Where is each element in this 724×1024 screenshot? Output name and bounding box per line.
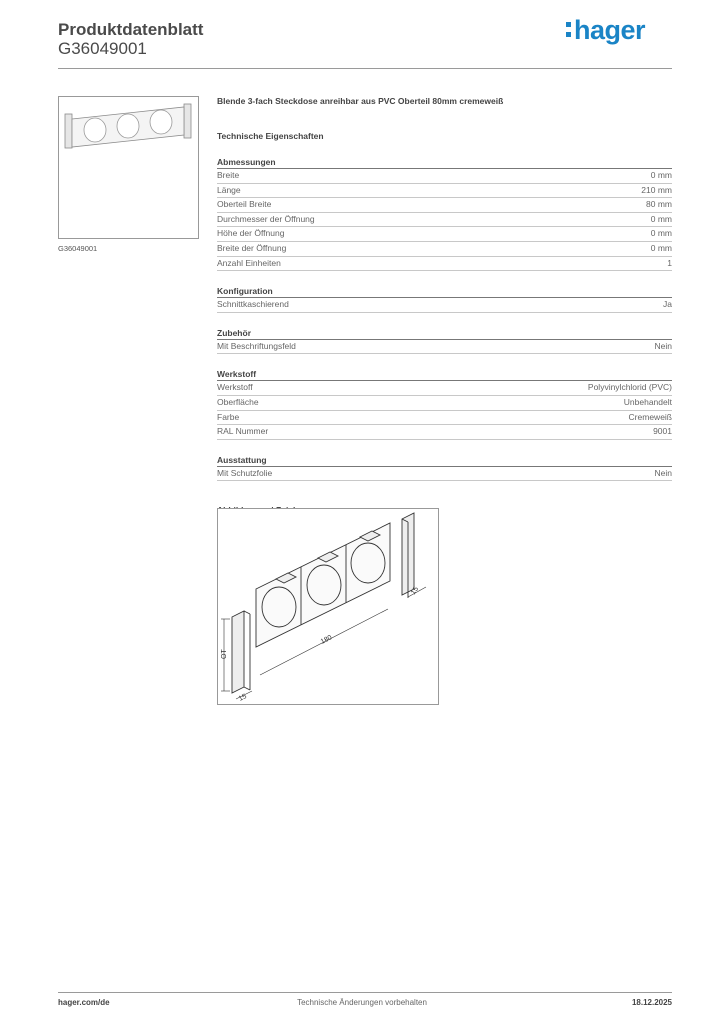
footer-website[interactable]: hager.com/de	[58, 998, 110, 1007]
dim-height-label: OT	[221, 649, 228, 659]
dim-end-right-label: 15	[409, 585, 421, 597]
footer-notice: Technische Änderungen vorbehalten	[297, 998, 427, 1007]
property-label: RAL Nummer	[217, 426, 269, 437]
property-value: 210 mm	[641, 184, 672, 195]
property-label: Oberteil Breite	[217, 199, 272, 210]
property-value: 0 mm	[650, 170, 672, 180]
dim-length-label: 180	[319, 634, 334, 646]
property-label: Breite der Öffnung	[217, 242, 287, 253]
property-value: Ja	[663, 299, 672, 310]
section-abmessungen	[217, 156, 672, 271]
photo-caption: G36049001	[58, 244, 98, 253]
product-photo	[58, 96, 199, 239]
property-row	[217, 227, 672, 242]
property-row	[217, 198, 672, 213]
header-divider	[58, 68, 672, 69]
property-row	[217, 340, 672, 355]
tech-properties-heading: Technische Eigenschaften	[217, 131, 324, 141]
product-details	[217, 95, 672, 516]
property-value: Cremeweiß	[628, 411, 672, 422]
section-konfiguration	[217, 285, 672, 313]
property-row	[217, 467, 672, 482]
section-werkstoff	[217, 368, 672, 439]
property-value: 0 mm	[650, 242, 672, 253]
technical-drawing-icon	[218, 509, 438, 704]
property-value: 1	[667, 257, 672, 268]
property-label: Schnittkaschierend	[217, 299, 289, 310]
property-value: 9001	[653, 426, 672, 437]
property-label: Mit Beschriftungsfeld	[217, 340, 296, 351]
property-row	[217, 425, 672, 440]
property-value: 0 mm	[650, 228, 672, 239]
footer-divider	[58, 992, 672, 993]
section-title: Abmessungen	[217, 156, 672, 169]
property-value: 0 mm	[650, 213, 672, 224]
property-label: Breite	[217, 170, 240, 180]
property-row	[217, 184, 672, 199]
property-sections	[217, 156, 672, 481]
section-title: Ausstattung	[217, 454, 672, 467]
property-row	[217, 169, 672, 184]
property-value: Unbehandelt	[623, 396, 672, 407]
section-title: Konfiguration	[217, 285, 672, 298]
product-photo-icon	[59, 97, 198, 238]
property-value: Nein	[654, 340, 672, 351]
logo-dots-icon	[566, 22, 571, 37]
property-value: 80 mm	[646, 199, 672, 210]
property-row	[217, 411, 672, 426]
property-label: Höhe der Öffnung	[217, 228, 285, 239]
property-row	[217, 396, 672, 411]
property-label: Anzahl Einheiten	[217, 257, 281, 268]
hager-logo	[566, 15, 645, 46]
property-value: Nein	[654, 467, 672, 478]
dim-end-left-label: 15	[237, 693, 248, 703]
property-row	[217, 242, 672, 257]
logo-text: hager	[574, 15, 646, 45]
section-title: Zubehör	[217, 327, 672, 340]
property-row	[217, 257, 672, 272]
product-description: Blende 3-fach Steckdose anreihbar aus PVC Oberteil 80mm cremeweiß	[217, 96, 504, 106]
section-ausstattung	[217, 454, 672, 482]
property-label: Länge	[217, 184, 241, 195]
property-row	[217, 298, 672, 313]
technical-drawing	[217, 508, 439, 705]
property-row	[217, 381, 672, 396]
section-zubeh-r	[217, 327, 672, 355]
property-label: Durchmesser der Öffnung	[217, 213, 315, 224]
property-label: Farbe	[217, 411, 240, 422]
property-label: Oberfläche	[217, 396, 259, 407]
property-value: Polyvinylchlorid (PVC)	[587, 382, 672, 393]
property-row	[217, 213, 672, 228]
footer-date: 18.12.2025	[631, 998, 672, 1007]
property-label: Mit Schutzfolie	[217, 467, 273, 478]
page-title: Produktdatenblatt	[58, 20, 204, 39]
property-label: Werkstoff	[217, 382, 253, 393]
section-title: Werkstoff	[217, 368, 672, 381]
product-code: G36049001	[58, 39, 147, 58]
